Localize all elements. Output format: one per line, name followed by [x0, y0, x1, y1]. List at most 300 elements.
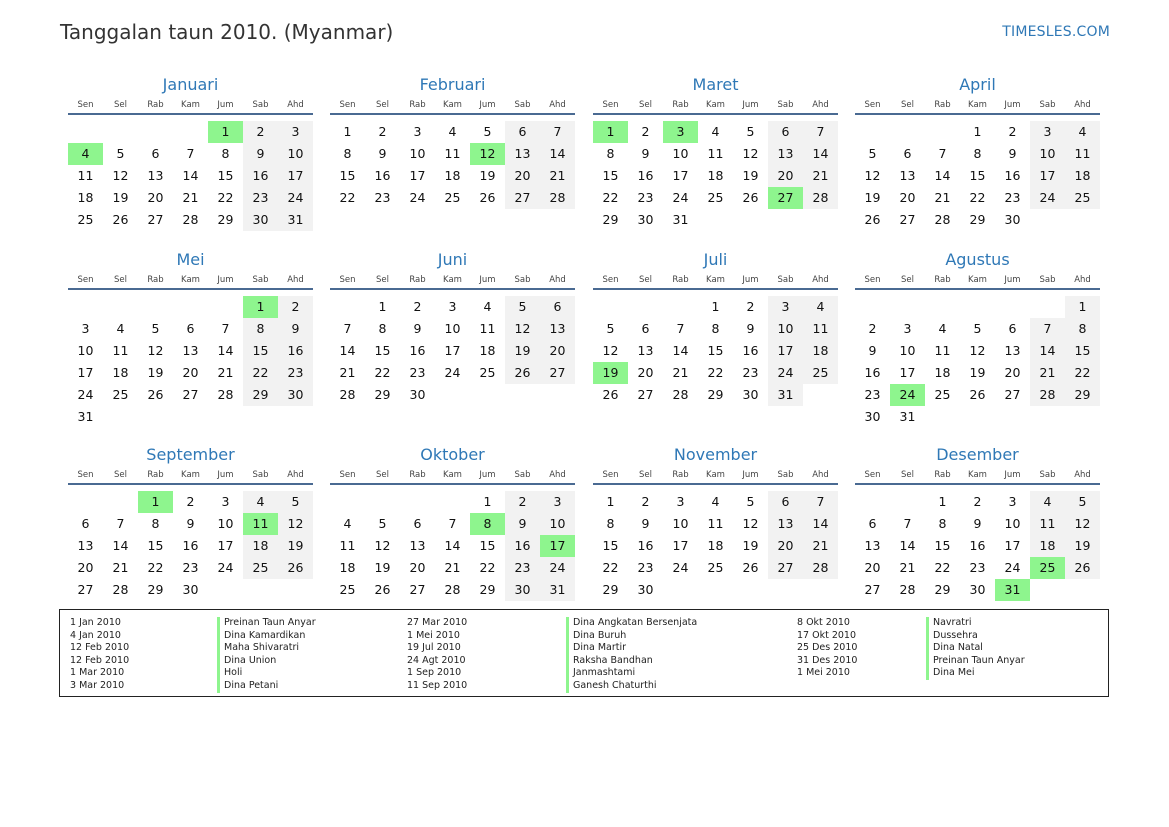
holiday-day-cell: 31	[995, 579, 1030, 601]
day-cell: 11	[707, 146, 724, 161]
day-cell: 6	[1008, 321, 1017, 336]
weekday-label: Sab	[777, 470, 794, 480]
holiday-date: 1 Jan 2010	[70, 617, 121, 628]
day-cell: 23	[278, 362, 313, 384]
day-cell: 23	[864, 387, 881, 402]
day-cell: 15	[707, 343, 724, 358]
weekday-label: Sel	[114, 470, 127, 480]
day-cell: 5	[483, 124, 492, 139]
day-cell: 16	[243, 165, 278, 187]
day-cell: 3	[278, 121, 313, 143]
holiday-date: 1 Mei 2010	[797, 667, 850, 679]
site-link[interactable]: TIMESLES.COM	[1002, 24, 1110, 40]
weekday-label: Sen	[77, 470, 94, 480]
weekday-label: Rab	[672, 100, 689, 110]
day-cell: 8	[221, 146, 230, 161]
weekday-divider	[593, 113, 838, 115]
weekday-label: Rab	[409, 470, 426, 480]
weekday-label: Sel	[114, 275, 127, 285]
day-cell: 21	[803, 535, 838, 557]
weekday-divider	[330, 113, 575, 115]
day-cell: 19	[864, 190, 881, 205]
holiday-day-cell: 19	[593, 362, 628, 384]
day-cell: 5	[278, 491, 313, 513]
day-cell: 4	[483, 299, 492, 314]
day-cell: 8	[243, 318, 278, 340]
day-cell: 5	[606, 321, 615, 336]
day-cell: 20	[1004, 365, 1021, 380]
holiday-date: 24 Agt 2010	[407, 654, 466, 666]
day-cell: 17	[1004, 538, 1021, 553]
day-cell: 5	[746, 494, 755, 509]
day-cell: 11	[479, 321, 496, 336]
day-cell: 25	[707, 190, 724, 205]
weekday-label: Sab	[777, 275, 794, 285]
day-cell: 15	[243, 340, 278, 362]
day-cell: 23	[969, 560, 986, 575]
day-cell: 19	[742, 168, 759, 183]
day-cell: 11	[934, 343, 951, 358]
weekday-label: Sab	[777, 100, 794, 110]
day-cell: 20	[768, 535, 803, 557]
weekday-label: Jum	[742, 275, 759, 285]
weekday-divider	[68, 483, 313, 485]
day-cell: 16	[182, 538, 199, 553]
day-cell: 15	[339, 168, 356, 183]
holiday-name: Dina Natal	[933, 642, 983, 654]
weekday-divider	[68, 288, 313, 290]
day-cell: 30	[969, 582, 986, 597]
holiday-date: 11 Sep 2010	[407, 679, 468, 691]
day-cell: 22	[602, 560, 619, 575]
day-cell: 12	[278, 513, 313, 535]
day-cell: 1	[973, 124, 982, 139]
day-cell: 21	[899, 560, 916, 575]
weekday-label: Sen	[339, 100, 356, 110]
weekday-divider	[855, 288, 1100, 290]
day-cell: 28	[444, 582, 461, 597]
day-cell: 13	[768, 513, 803, 535]
day-cell: 9	[868, 343, 877, 358]
day-cell: 9	[641, 516, 650, 531]
day-cell: 30	[637, 582, 654, 597]
day-cell: 12	[742, 516, 759, 531]
month-name: Juli	[703, 250, 728, 269]
day-cell: 28	[803, 557, 838, 579]
weekday-label: Sel	[376, 275, 389, 285]
day-cell: 9	[746, 321, 755, 336]
day-cell: 2	[641, 124, 650, 139]
day-cell: 12	[602, 343, 619, 358]
day-cell: 18	[707, 538, 724, 553]
day-cell: 13	[505, 143, 540, 165]
weekday-label: Sel	[114, 100, 127, 110]
holiday-name: Dussehra	[933, 629, 978, 641]
holiday-day-cell: 1	[208, 121, 243, 143]
holiday-date: 17 Okt 2010	[797, 629, 857, 641]
day-cell: 11	[339, 538, 356, 553]
day-cell: 8	[606, 146, 615, 161]
day-cell: 7	[540, 121, 575, 143]
day-cell: 29	[969, 212, 986, 227]
day-cell: 3	[768, 296, 803, 318]
weekday-divider	[855, 483, 1100, 485]
day-cell: 10	[540, 513, 575, 535]
day-cell: 26	[278, 557, 313, 579]
day-cell: 5	[973, 321, 982, 336]
weekday-label: Sel	[901, 470, 914, 480]
month-name: Desember	[936, 445, 1019, 464]
day-cell: 15	[934, 538, 951, 553]
day-cell: 18	[77, 190, 94, 205]
day-cell: 28	[112, 582, 129, 597]
day-cell: 22	[934, 560, 951, 575]
weekday-label: Ahd	[549, 275, 566, 285]
day-cell: 28	[1030, 384, 1065, 406]
day-cell: 8	[151, 516, 160, 531]
weekday-label: Ahd	[287, 470, 304, 480]
day-cell: 17	[1030, 165, 1065, 187]
day-cell: 24	[409, 190, 426, 205]
day-cell: 25	[479, 365, 496, 380]
day-cell: 21	[934, 190, 951, 205]
weekday-label: Kam	[181, 100, 200, 110]
day-cell: 18	[1030, 535, 1065, 557]
day-cell: 7	[938, 146, 947, 161]
day-cell: 29	[602, 212, 619, 227]
day-cell: 15	[1065, 340, 1100, 362]
day-cell: 26	[969, 387, 986, 402]
weekday-label: Rab	[934, 275, 951, 285]
day-cell: 24	[672, 560, 689, 575]
holiday-day-cell: 1	[243, 296, 278, 318]
day-cell: 21	[1030, 362, 1065, 384]
day-cell: 18	[243, 535, 278, 557]
month-name: Maret	[692, 75, 739, 94]
month-name: Juni	[437, 250, 468, 269]
holiday-day-cell: 24	[890, 384, 925, 406]
day-cell: 8	[711, 321, 720, 336]
day-cell: 27	[540, 362, 575, 384]
day-cell: 30	[864, 409, 881, 424]
holiday-name: Dina Mei	[933, 667, 975, 679]
day-cell: 22	[479, 560, 496, 575]
day-cell: 16	[637, 538, 654, 553]
day-cell: 25	[444, 190, 461, 205]
weekday-label: Sen	[864, 470, 881, 480]
weekday-label: Sab	[1039, 470, 1056, 480]
day-cell: 30	[505, 579, 540, 601]
weekday-label: Sab	[252, 470, 269, 480]
day-cell: 20	[864, 560, 881, 575]
weekday-label: Sel	[639, 100, 652, 110]
weekday-label: Sel	[901, 100, 914, 110]
day-cell: 23	[637, 190, 654, 205]
holiday-name: Dina Buruh	[573, 629, 627, 641]
day-cell: 7	[676, 321, 685, 336]
day-cell: 26	[112, 212, 129, 227]
holiday-date: 1 Sep 2010	[407, 667, 462, 679]
weekday-label: Jum	[479, 470, 496, 480]
day-cell: 27	[505, 187, 540, 209]
day-cell: 29	[602, 582, 619, 597]
day-cell: 2	[505, 491, 540, 513]
weekday-label: Sen	[864, 100, 881, 110]
day-cell: 17	[278, 165, 313, 187]
day-cell: 27	[768, 557, 803, 579]
weekday-label: Sen	[864, 275, 881, 285]
day-cell: 9	[278, 318, 313, 340]
weekday-label: Sel	[639, 470, 652, 480]
day-cell: 16	[864, 365, 881, 380]
day-cell: 9	[641, 146, 650, 161]
day-cell: 31	[77, 409, 94, 424]
day-cell: 7	[803, 491, 838, 513]
day-cell: 26	[479, 190, 496, 205]
day-cell: 3	[413, 124, 422, 139]
holiday-names-column-1	[217, 617, 316, 693]
day-cell: 4	[448, 124, 457, 139]
day-cell: 7	[186, 146, 195, 161]
day-cell: 27	[864, 582, 881, 597]
day-cell: 20	[768, 165, 803, 187]
day-cell: 26	[742, 190, 759, 205]
weekday-label: Rab	[409, 100, 426, 110]
day-cell: 12	[147, 343, 164, 358]
weekday-label: Ahd	[812, 275, 829, 285]
day-cell: 18	[803, 340, 838, 362]
day-cell: 15	[374, 343, 391, 358]
day-cell: 11	[112, 343, 129, 358]
holiday-name: Dina Kamardikan	[224, 629, 306, 641]
day-cell: 10	[217, 516, 234, 531]
day-cell: 29	[707, 387, 724, 402]
weekday-label: Kam	[706, 100, 725, 110]
holiday-day-cell: 12	[470, 143, 505, 165]
weekday-label: Kam	[443, 275, 462, 285]
weekday-label: Kam	[706, 275, 725, 285]
day-cell: 18	[444, 168, 461, 183]
month-name: April	[959, 75, 996, 94]
day-cell: 21	[217, 365, 234, 380]
day-cell: 14	[934, 168, 951, 183]
day-cell: 26	[602, 387, 619, 402]
holiday-name: Dina Martir	[573, 642, 627, 654]
day-cell: 1	[938, 494, 947, 509]
day-cell: 4	[1065, 121, 1100, 143]
day-cell: 22	[969, 190, 986, 205]
day-cell: 6	[768, 121, 803, 143]
day-cell: 13	[540, 318, 575, 340]
day-cell: 19	[1065, 535, 1100, 557]
day-cell: 5	[505, 296, 540, 318]
day-cell: 1	[606, 494, 615, 509]
day-cell: 23	[637, 560, 654, 575]
day-cell: 14	[217, 343, 234, 358]
day-cell: 18	[707, 168, 724, 183]
day-cell: 9	[243, 143, 278, 165]
weekday-label: Kam	[968, 100, 987, 110]
day-cell: 2	[378, 124, 387, 139]
weekday-label: Sel	[901, 275, 914, 285]
day-cell: 12	[374, 538, 391, 553]
day-cell: 6	[540, 296, 575, 318]
weekday-label: Sab	[1039, 100, 1056, 110]
day-cell: 19	[742, 538, 759, 553]
weekday-label: Rab	[409, 275, 426, 285]
day-cell: 9	[186, 516, 195, 531]
day-cell: 7	[803, 121, 838, 143]
day-cell: 3	[448, 299, 457, 314]
day-cell: 16	[742, 343, 759, 358]
day-cell: 13	[182, 343, 199, 358]
weekday-label: Jum	[217, 470, 234, 480]
weekday-label: Sab	[1039, 275, 1056, 285]
day-cell: 1	[1065, 296, 1100, 318]
day-cell: 23	[182, 560, 199, 575]
holiday-day-cell: 1	[138, 491, 173, 513]
day-cell: 10	[444, 321, 461, 336]
weekday-label: Sel	[376, 470, 389, 480]
day-cell: 22	[243, 362, 278, 384]
day-cell: 3	[1008, 494, 1017, 509]
day-cell: 13	[147, 168, 164, 183]
weekday-label: Kam	[181, 275, 200, 285]
weekday-label: Rab	[672, 470, 689, 480]
holiday-list	[59, 609, 1109, 697]
day-cell: 2	[641, 494, 650, 509]
day-cell: 15	[217, 168, 234, 183]
weekday-label: Rab	[147, 275, 164, 285]
day-cell: 5	[116, 146, 125, 161]
day-cell: 28	[934, 212, 951, 227]
day-cell: 30	[182, 582, 199, 597]
day-cell: 19	[479, 168, 496, 183]
day-cell: 25	[339, 582, 356, 597]
month-name: Februari	[419, 75, 486, 94]
day-cell: 13	[77, 538, 94, 553]
day-cell: 30	[1004, 212, 1021, 227]
day-cell: 14	[672, 343, 689, 358]
day-cell: 7	[1030, 318, 1065, 340]
holiday-name: Dina Angkatan Bersenjata	[573, 617, 698, 628]
day-cell: 24	[1004, 560, 1021, 575]
day-cell: 19	[969, 365, 986, 380]
weekday-label: Jum	[742, 470, 759, 480]
holiday-day-cell: 11	[243, 513, 278, 535]
weekday-label: Kam	[706, 470, 725, 480]
day-cell: 11	[444, 146, 461, 161]
day-cell: 2	[868, 321, 877, 336]
day-cell: 22	[602, 190, 619, 205]
weekday-label: Jum	[479, 275, 496, 285]
day-cell: 28	[899, 582, 916, 597]
day-cell: 12	[1065, 513, 1100, 535]
day-cell: 19	[374, 560, 391, 575]
holiday-day-cell: 27	[768, 187, 803, 209]
day-cell: 17	[768, 340, 803, 362]
day-cell: 15	[602, 538, 619, 553]
day-cell: 6	[186, 321, 195, 336]
day-cell: 7	[343, 321, 352, 336]
day-cell: 18	[934, 365, 951, 380]
weekday-label: Sab	[252, 275, 269, 285]
day-cell: 6	[505, 121, 540, 143]
month-name: Januari	[162, 75, 219, 94]
holiday-name: Dina Union	[224, 654, 277, 666]
day-cell: 2	[186, 494, 195, 509]
day-cell: 13	[637, 343, 654, 358]
day-cell: 7	[448, 516, 457, 531]
holiday-names-column-2	[566, 617, 697, 693]
day-cell: 14	[803, 513, 838, 535]
day-cell: 31	[768, 384, 803, 406]
day-cell: 25	[1065, 187, 1100, 209]
day-cell: 16	[1004, 168, 1021, 183]
day-cell: 9	[378, 146, 387, 161]
holiday-name: Preinan Taun Anyar	[224, 617, 316, 628]
weekday-label: Kam	[181, 470, 200, 480]
day-cell: 29	[374, 387, 391, 402]
day-cell: 12	[742, 146, 759, 161]
weekday-label: Sen	[339, 470, 356, 480]
holiday-name: Preinan Taun Anyar	[933, 654, 1025, 666]
day-cell: 20	[505, 165, 540, 187]
weekday-label: Ahd	[1074, 470, 1091, 480]
day-cell: 15	[147, 538, 164, 553]
day-cell: 28	[672, 387, 689, 402]
weekday-label: Sen	[77, 275, 94, 285]
holiday-name: Janmashtami	[573, 667, 636, 679]
day-cell: 29	[243, 384, 278, 406]
weekday-label: Sab	[514, 100, 531, 110]
day-cell: 19	[147, 365, 164, 380]
day-cell: 23	[374, 190, 391, 205]
day-cell: 24	[1030, 187, 1065, 209]
day-cell: 20	[77, 560, 94, 575]
day-cell: 7	[903, 516, 912, 531]
day-cell: 2	[973, 494, 982, 509]
day-cell: 11	[1065, 143, 1100, 165]
holiday-dates-column-2	[407, 617, 467, 693]
weekday-label: Jum	[1004, 100, 1021, 110]
holiday-day-cell: 8	[470, 513, 505, 535]
day-cell: 17	[217, 538, 234, 553]
holiday-name: Maha Shivaratri	[224, 642, 300, 654]
holiday-dates-column-1	[70, 617, 129, 693]
day-cell: 14	[182, 168, 199, 183]
day-cell: 17	[672, 538, 689, 553]
day-cell: 29	[479, 582, 496, 597]
day-cell: 1	[343, 124, 352, 139]
day-cell: 23	[1004, 190, 1021, 205]
day-cell: 6	[413, 516, 422, 531]
day-cell: 8	[973, 146, 982, 161]
day-cell: 14	[339, 343, 356, 358]
day-cell: 28	[339, 387, 356, 402]
day-cell: 2	[243, 121, 278, 143]
day-cell: 21	[803, 165, 838, 187]
holiday-day-cell: 4	[68, 143, 103, 165]
day-cell: 3	[903, 321, 912, 336]
day-cell: 9	[1008, 146, 1017, 161]
day-cell: 24	[672, 190, 689, 205]
day-cell: 2	[1008, 124, 1017, 139]
holiday-name: Dina Petani	[224, 679, 279, 691]
day-cell: 31	[540, 579, 575, 601]
day-cell: 26	[742, 560, 759, 575]
day-cell: 23	[243, 187, 278, 209]
